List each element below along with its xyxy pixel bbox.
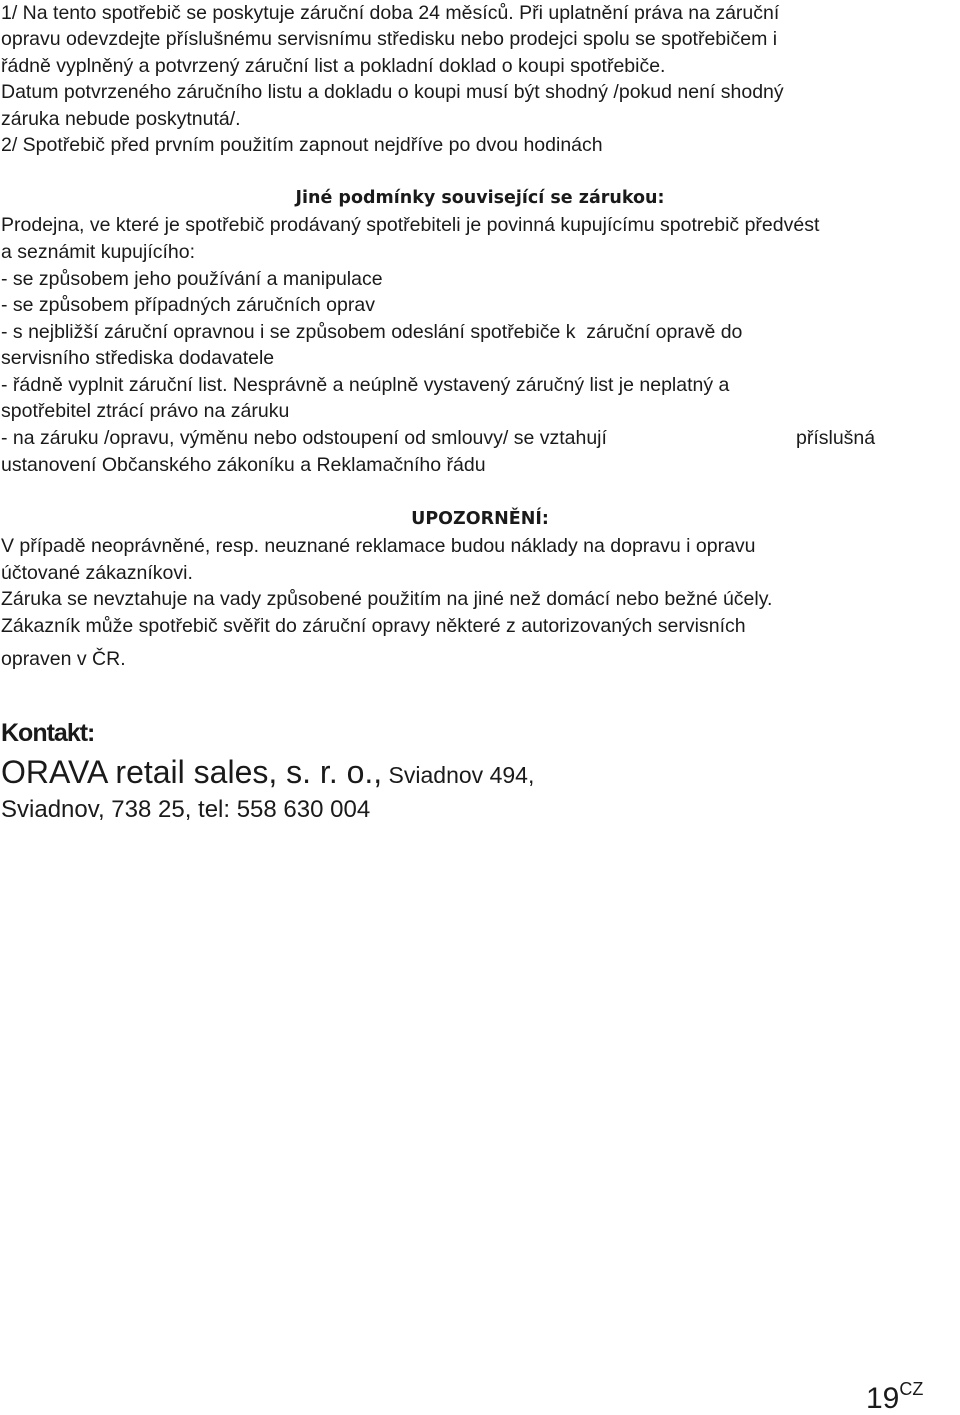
company-street: Sviadnov 494, — [382, 762, 535, 788]
conditions-line: Prodejna, ve které je spotřebič prodávaný spotřebiteli je povinná kupujícímu spotrebič předvést — [1, 214, 820, 236]
page-language: CZ — [899, 1379, 924, 1399]
notice-line: účtované zákazníkovi. — [1, 562, 193, 584]
warranty-line: 2/ Spotřebič před prvním použitím zapnout nejdříve po dvou hodinách — [1, 134, 603, 156]
conditions-line: - se způsobem jeho používání a manipulace — [1, 268, 383, 290]
notice-heading: UPOZORNĚNÍ: — [411, 509, 549, 529]
notice-line: Zákazník může spotřebič svěřit do záruční opravy některé z autorizovaných servisních — [1, 615, 746, 637]
warranty-line: 1/ Na tento spotřebič se poskytuje záruční doba 24 měsíců. Při uplatnění práva na záruční — [1, 2, 780, 24]
notice-line: V případě neoprávněné, resp. neuznané reklamace budou náklady na dopravu i opravu — [1, 535, 756, 557]
conditions-line: a seznámit kupujícího: — [1, 241, 196, 263]
conditions-line: - řádně vyplnit záruční list. Nesprávně a neúplně vystavený záručný list je neplatný a — [1, 374, 730, 396]
conditions-line: - se způsobem případných záručních oprav — [1, 294, 375, 316]
warranty-line: Datum potvrzeného záručního listu a dokladu o koupi musí být shodný /pokud není shodný — [1, 81, 784, 103]
company-name: ORAVA retail sales, s. r. o., — [1, 754, 383, 790]
company-line — [1, 752, 534, 799]
conditions-line: servisního střediska dodavatele — [1, 347, 275, 369]
notice-line: opraven v ČR. — [1, 648, 126, 670]
warranty-line: řádně vyplněný a potvrzený záruční list a pokladní doklad o koupi spotřebiče. — [1, 55, 666, 77]
warranty-line: opravu odevzdejte příslušnému servisnímu středisku nebo prodejci spolu se spotřebičem i — [1, 28, 778, 50]
conditions-line: ustanovení Občanského zákoníku a Reklamačního řádu — [1, 454, 486, 476]
page-number — [866, 1376, 923, 1414]
conditions-heading: Jiné podmínky související se zárukou: — [295, 188, 665, 208]
company-address: Sviadnov, 738 25, tel: 558 630 004 — [1, 796, 371, 823]
conditions-gap-word: příslušná — [796, 427, 876, 449]
conditions-line: - na záruku /opravu, výměnu nebo odstoupení od smlouvy/ se vztahují — [1, 427, 607, 449]
page-number-value: 19 — [866, 1382, 900, 1415]
warranty-line: záruka nebude poskytnutá/. — [1, 108, 241, 130]
contact-label: Kontakt: — [1, 719, 95, 747]
conditions-line: - s nejbližší záruční opravnou i se způsobem odeslání spotřebiče k záruční opravě do — [1, 321, 743, 343]
conditions-line: spotřebitel ztrácí právo na záruku — [1, 400, 290, 422]
notice-line: Záruka se nevztahuje na vady způsobené použitím na jiné než domácí nebo bežné účely. — [1, 588, 773, 610]
